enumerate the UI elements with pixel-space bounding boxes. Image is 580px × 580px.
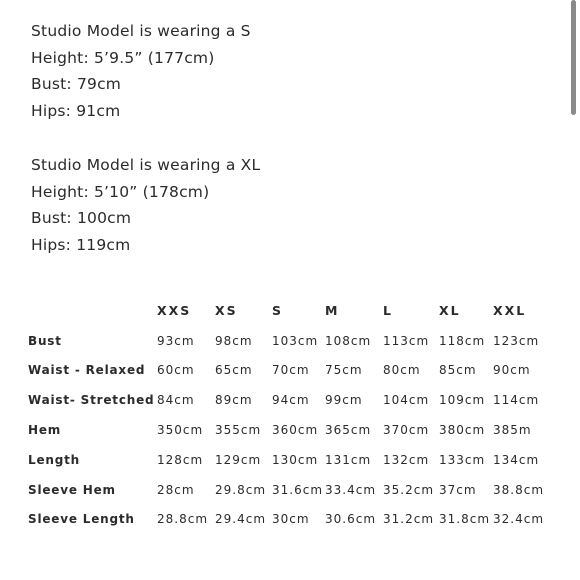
table-cell: 31.6cm: [272, 482, 324, 497]
table-cell: 94cm: [272, 393, 310, 408]
table-cell: 31.2cm: [383, 512, 435, 527]
table-cell: 32.4cm: [493, 512, 545, 527]
header-size-xxs: XXS: [157, 303, 192, 319]
row-label: Waist - Relaxed: [28, 363, 146, 378]
table-row: [28, 445, 553, 475]
row-label: Sleeve Hem: [28, 482, 116, 497]
model-info-small: [31, 18, 251, 124]
header-size-xxl: XXL: [493, 303, 527, 319]
table-cell: 38.8cm: [493, 482, 545, 497]
header-blank: [28, 296, 157, 326]
model-wearing-text: Studio Model is wearing a XL: [31, 156, 261, 174]
header-size-xl: XL: [439, 303, 461, 319]
row-label: Bust: [28, 333, 62, 348]
table-cell: 104cm: [383, 393, 430, 408]
table-cell: 132cm: [383, 452, 430, 467]
table-cell: 80cm: [383, 363, 421, 378]
table-cell: 350cm: [157, 423, 204, 438]
table-cell: 28.8cm: [157, 512, 209, 527]
table-cell: 131cm: [325, 452, 372, 467]
table-cell: 133cm: [439, 452, 486, 467]
model-wearing-text: Studio Model is wearing a S: [31, 22, 251, 40]
table-cell: 109cm: [439, 393, 486, 408]
table-cell: 365cm: [325, 423, 372, 438]
table-cell: 98cm: [215, 333, 253, 348]
table-row: [28, 385, 553, 415]
table-cell: 114cm: [493, 393, 540, 408]
row-label: Length: [28, 452, 80, 467]
row-label: Sleeve Length: [28, 512, 135, 527]
table-cell: 128cm: [157, 452, 204, 467]
table-row: [28, 415, 553, 445]
table-cell: 65cm: [215, 363, 253, 378]
table-cell: 134cm: [493, 452, 540, 467]
model-hips-text: Hips: 119cm: [31, 235, 131, 254]
table-cell: 93cm: [157, 333, 195, 348]
row-label: Hem: [28, 423, 62, 438]
table-cell: 75cm: [325, 363, 363, 378]
table-cell: 30.6cm: [325, 512, 377, 527]
table-cell: 130cm: [272, 452, 319, 467]
table-cell: 118cm: [439, 333, 486, 348]
table-cell: 85cm: [439, 363, 477, 378]
scrollbar-thumb[interactable]: [571, 0, 576, 115]
model-bust-text: Bust: 79cm: [31, 75, 122, 94]
table-cell: 29.4cm: [215, 512, 267, 527]
table-cell: 90cm: [493, 363, 531, 378]
table-cell: 70cm: [272, 363, 310, 378]
header-size-m: M: [325, 303, 340, 319]
table-cell: 33.4cm: [325, 482, 377, 497]
model-height-text: Height: 5’10” (178cm): [31, 182, 210, 201]
row-label: Waist- Stretched: [28, 393, 155, 408]
table-cell: 31.8cm: [439, 512, 491, 527]
table-cell: 37cm: [439, 482, 477, 497]
table-row: [28, 475, 553, 505]
table-cell: 103cm: [272, 333, 319, 348]
table-cell: 370cm: [383, 423, 430, 438]
table-cell: 84cm: [157, 393, 195, 408]
table-row: [28, 356, 553, 386]
table-cell: 113cm: [383, 333, 430, 348]
table-cell: 35.2cm: [383, 482, 435, 497]
model-info-xl: [31, 152, 260, 258]
table-cell: 60cm: [157, 363, 195, 378]
table-cell: 28cm: [157, 482, 195, 497]
table-cell: 99cm: [325, 393, 363, 408]
model-height-text: Height: 5’9.5” (177cm): [31, 48, 215, 67]
table-row: [28, 505, 553, 535]
table-cell: 360cm: [272, 423, 319, 438]
size-header-row: [28, 296, 553, 326]
model-bust-text: Bust: 100cm: [31, 209, 132, 228]
table-cell: 89cm: [215, 393, 253, 408]
table-cell: 29.8cm: [215, 482, 267, 497]
model-hips-text: Hips: 91cm: [31, 101, 121, 120]
table-cell: 129cm: [215, 452, 262, 467]
table-cell: 380cm: [439, 423, 486, 438]
table-row: [28, 326, 553, 356]
size-chart-table: [28, 296, 553, 534]
header-size-s: S: [272, 303, 284, 319]
table-cell: 355cm: [215, 423, 262, 438]
header-size-l: L: [383, 303, 393, 319]
table-cell: 123cm: [493, 333, 540, 348]
table-cell: 30cm: [272, 512, 310, 527]
table-cell: 108cm: [325, 333, 372, 348]
header-size-xs: XS: [215, 303, 238, 319]
table-cell: 385m: [493, 423, 532, 438]
